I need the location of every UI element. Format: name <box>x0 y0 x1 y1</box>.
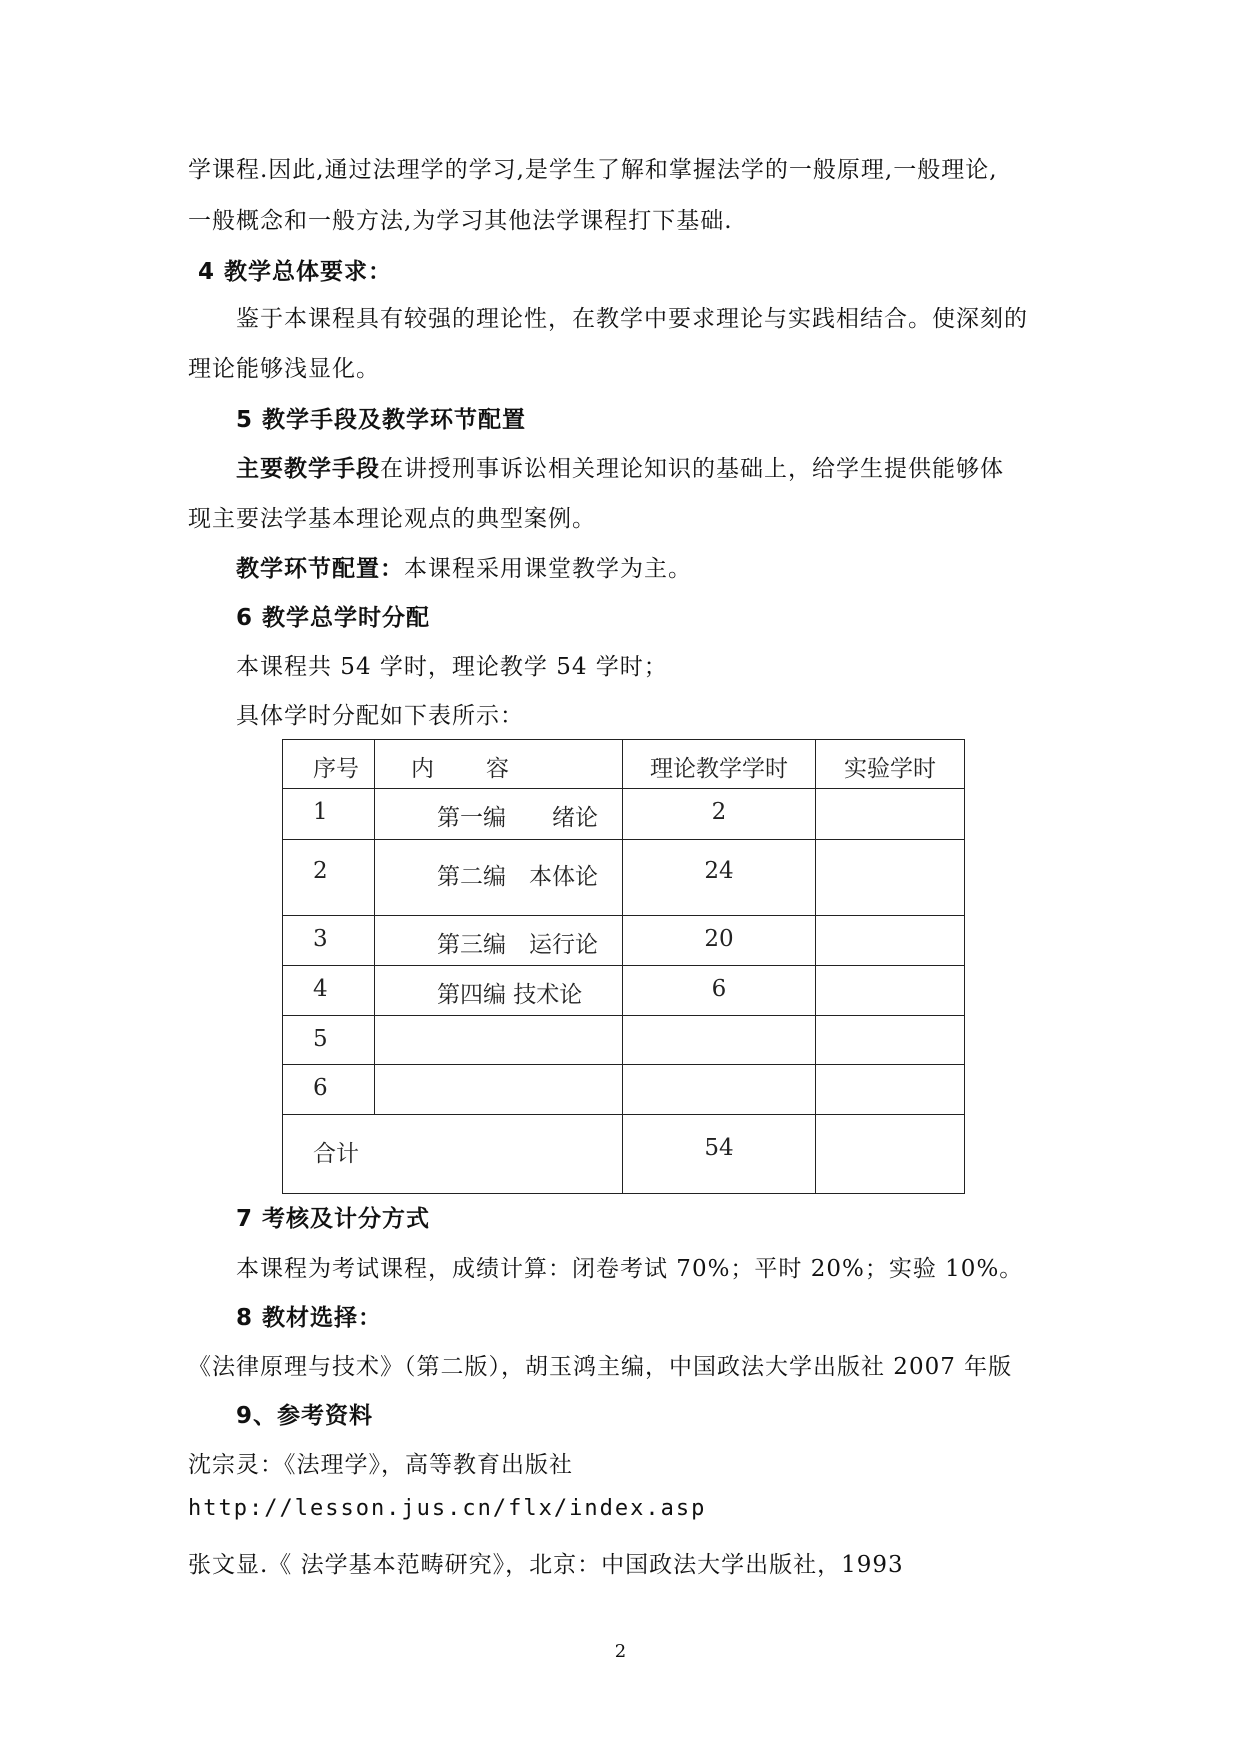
cell-content <box>375 1065 623 1115</box>
table-row <box>283 1016 965 1065</box>
cell-lab <box>816 1065 965 1115</box>
cell-lab <box>816 789 965 840</box>
header-content-b: 容 <box>486 756 513 782</box>
cell-theory <box>623 1065 816 1115</box>
paragraph-means <box>236 450 1004 483</box>
cell-theory <box>623 1016 816 1065</box>
table-row <box>283 966 965 1016</box>
cell-content: 第二编 本体论 <box>375 840 623 916</box>
means-text: 在讲授刑事诉讼相关理论知识的基础上，给学生提供能够体 <box>380 456 1004 482</box>
cell-theory: 20 <box>623 916 816 966</box>
table-total-row <box>283 1115 965 1194</box>
cell-theory: 2 <box>623 789 816 840</box>
cell-theory: 6 <box>623 966 816 1016</box>
table-row <box>283 789 965 840</box>
reference-1: 沈宗灵：《法理学》，高等教育出版社 <box>188 1452 573 1478</box>
paragraph-hours-line2: 具体学时分配如下表所示： <box>236 703 524 729</box>
cell-no: 3 <box>283 916 375 966</box>
cell-content: 第四编 技术论 <box>375 966 623 1016</box>
cell-no: 6 <box>283 1065 375 1115</box>
paragraph-means-line2: 现主要法学基本理论观点的典型案例。 <box>188 506 596 532</box>
paragraph-assessment: 本课程为考试课程，成绩计算：闭卷考试 70%；平时 20%；实验 10%。 <box>236 1256 1024 1282</box>
total-theory: 54 <box>623 1115 816 1194</box>
cell-content: 第一编 绪论 <box>375 789 623 840</box>
reference-2-link[interactable]: http://lesson.jus.cn/flx/index.asp <box>188 1496 707 1521</box>
heading-8: 8 教材选择： <box>236 1305 383 1331</box>
header-content <box>375 740 623 789</box>
header-lab: 实验学时 <box>816 740 965 789</box>
total-label: 合计 <box>283 1115 623 1194</box>
cell-no: 1 <box>283 789 375 840</box>
paragraph-requirements-line1: 鉴于本课程具有较强的理论性，在教学中要求理论与实践相结合。使深刻的 <box>236 306 1028 332</box>
cell-no: 4 <box>283 966 375 1016</box>
cell-content <box>375 1016 623 1065</box>
cell-lab <box>816 966 965 1016</box>
config-text: 本课程采用课堂教学为主。 <box>404 556 692 582</box>
heading-7: 7 考核及计分方式 <box>236 1206 431 1232</box>
table-row <box>283 840 965 916</box>
cell-theory: 24 <box>623 840 816 916</box>
means-label: 主要教学手段 <box>236 456 380 482</box>
table-row <box>283 916 965 966</box>
heading-5: 5 教学手段及教学环节配置 <box>236 407 527 433</box>
cell-no: 2 <box>283 840 375 916</box>
header-content-a: 内 <box>411 756 438 782</box>
total-lab <box>816 1115 965 1194</box>
paragraph-config <box>236 550 692 583</box>
heading-4: 4 教学总体要求： <box>198 259 393 285</box>
cell-lab <box>816 1016 965 1065</box>
page-number: 2 <box>614 1641 627 1662</box>
heading-6: 6 教学总学时分配 <box>236 605 431 631</box>
table-header-row <box>283 740 965 789</box>
header-no: 序号 <box>283 740 375 789</box>
paragraph-intro-line1: 学课程.因此,通过法理学的学习,是学生了解和掌握法学的一般原理,一般理论, <box>188 157 998 183</box>
paragraph-intro-line2: 一般概念和一般方法,为学习其他法学课程打下基础. <box>188 208 733 234</box>
hours-table <box>282 739 965 1194</box>
cell-lab <box>816 916 965 966</box>
heading-9: 9、参考资料 <box>236 1403 374 1429</box>
paragraph-requirements-line2: 理论能够浅显化。 <box>188 356 380 382</box>
header-theory: 理论教学学时 <box>623 740 816 789</box>
cell-no: 5 <box>283 1016 375 1065</box>
paragraph-textbook: 《法律原理与技术》（第二版），胡玉鸿主编，中国政法大学出版社 2007 年版 <box>188 1354 1013 1380</box>
reference-3: 张文显.《 法学基本范畴研究》，北京：中国政法大学出版社，1993 <box>188 1552 904 1578</box>
paragraph-hours-line1: 本课程共 54 学时，理论教学 54 学时； <box>236 654 668 680</box>
table-row <box>283 1065 965 1115</box>
cell-content: 第三编 运行论 <box>375 916 623 966</box>
config-label: 教学环节配置： <box>236 556 404 582</box>
cell-lab <box>816 840 965 916</box>
